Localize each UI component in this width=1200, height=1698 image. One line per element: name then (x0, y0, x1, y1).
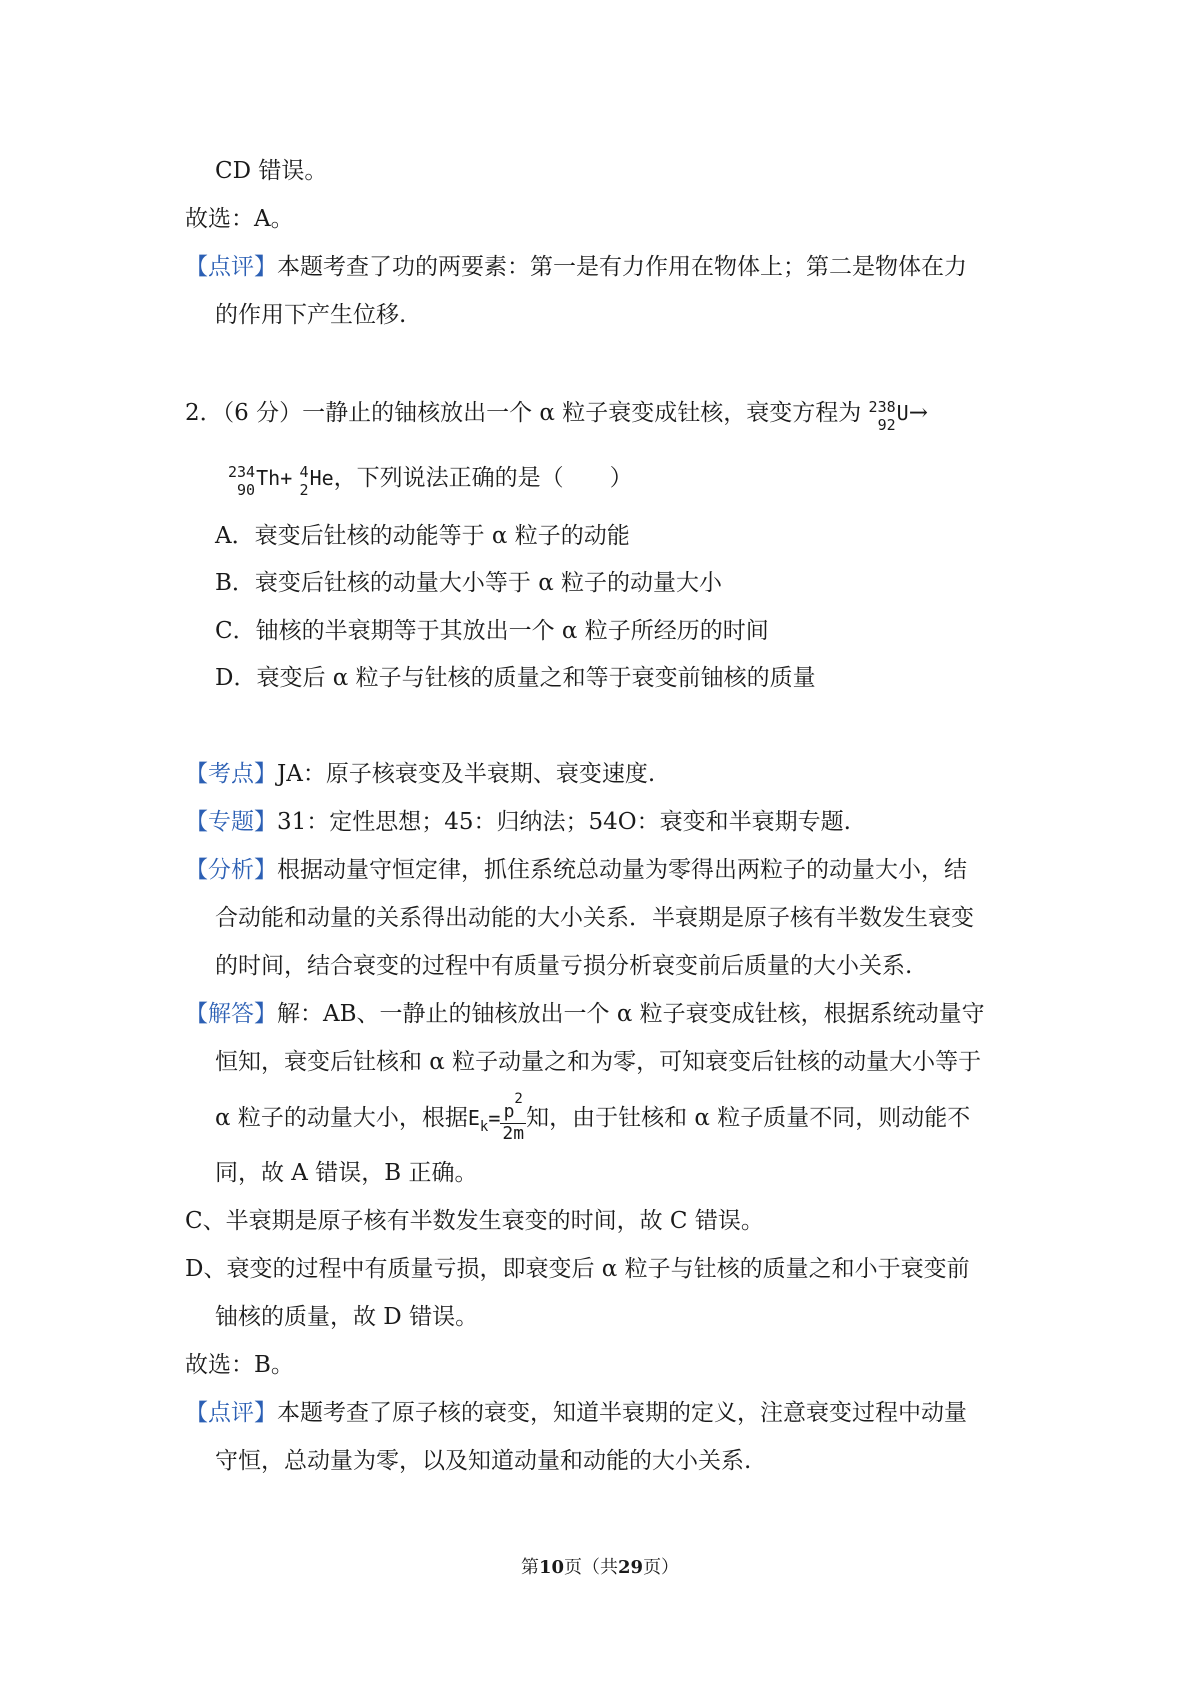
fenxi-tag: 【分析】 (185, 857, 277, 883)
dianping-tag: 【点评】 (185, 1400, 277, 1426)
dianping-line1: 【点评】本题考查了原子核的衰变，知道半衰期的定义，注意衰变过程中动量 (185, 1400, 967, 1426)
kaodian-line: 【考点】JA：原子核衰变及半衰期、衰变速度. (185, 761, 656, 787)
uranium-nuclide: 238 92 U (868, 398, 909, 434)
fenxi-line2: 合动能和动量的关系得出动能的大小关系．半衰期是原子核有半数发生衰变 (215, 905, 974, 931)
zhuanti-line: 【专题】31：定性思想；45：归纳法；54O：衰变和半衰期专题. (185, 809, 851, 835)
jieda-line1: 【解答】解：AB、一静止的铀核放出一个 α 粒子衰变成钍核，根据系统动量守 (185, 1001, 985, 1027)
kaodian-tag: 【考点】 (185, 761, 277, 787)
page-number: 10 (538, 1557, 564, 1578)
comment-tag: 【点评】 (185, 254, 277, 280)
question-stem-line1: 2．（6 分）一静止的铀核放出一个 α 粒子衰变成钍核，衰变方程为 238 92 U→ (185, 398, 928, 434)
jieda-line2: 恒知，衰变后钍核和 α 粒子动量之和为零，可知衰变后钍核的动量大小等于 (215, 1049, 982, 1075)
arrow: → (908, 400, 928, 426)
question-stem-line2: 234 90 Th+ 4 2 He，下列说法正确的是（ ） (228, 463, 633, 499)
d-explanation-line2: 铀核的质量，故 D 错误。 (215, 1304, 479, 1330)
jieda-tag: 【解答】 (185, 1001, 277, 1027)
fenxi-line3: 的时间，结合衰变的过程中有质量亏损分析衰变前后质量的大小关系. (215, 953, 913, 979)
helium-nuclide: 4 2 He (299, 463, 334, 499)
prev-comment-line2: 的作用下产生位移. (215, 302, 407, 328)
total-pages: 29 (618, 1557, 644, 1578)
prev-answer: 故选：A。 (185, 206, 294, 232)
option-b: B．衰变后钍核的动量大小等于 α 粒子的动量大小 (215, 570, 723, 596)
option-d: D．衰变后 α 粒子与钍核的质量之和等于衰变前铀核的质量 (215, 665, 816, 691)
jieda-line4: 同，故 A 错误，B 正确。 (215, 1160, 478, 1186)
option-c: C．铀核的半衰期等于其放出一个 α 粒子所经历的时间 (215, 618, 769, 644)
prev-cd-wrong: CD 错误。 (215, 158, 328, 184)
d-explanation-line1: D、衰变的过程中有质量亏损，即衰变后 α 粒子与钍核的质量之和小于衰变前 (185, 1256, 970, 1282)
kinetic-energy-formula: $E_k=$ $\frac{p^2}{2m}$ (467, 1091, 525, 1144)
prev-comment-line1: 【点评】本题考查了功的两要素：第一是有力作用在物体上；第二是物体在力 (185, 254, 967, 280)
thorium-nuclide: 234 90 Th (228, 463, 281, 499)
plus-sign: + (280, 466, 293, 490)
jieda-line3: α 粒子的动量大小，根据$E_k=$ $\frac{p^2}{2m}$ 知，由于钍核和 α 粒子质量不同，则动能不 (215, 1091, 971, 1144)
option-a: A．衰变后钍核的动能等于 α 粒子的动能 (215, 523, 630, 549)
page-footer: 第10页（共29页） (520, 1557, 680, 1578)
fenxi-line1: 【分析】根据动量守恒定律，抓住系统总动量为零得出两粒子的动量大小，结 (185, 857, 967, 883)
c-explanation: C、半衰期是原子核有半数发生衰变的时间，故 C 错误。 (185, 1208, 764, 1234)
dianping-line2: 守恒，总动量为零，以及知道动量和动能的大小关系. (215, 1448, 752, 1474)
zhuanti-tag: 【专题】 (185, 809, 277, 835)
final-answer: 故选：B。 (185, 1352, 294, 1378)
